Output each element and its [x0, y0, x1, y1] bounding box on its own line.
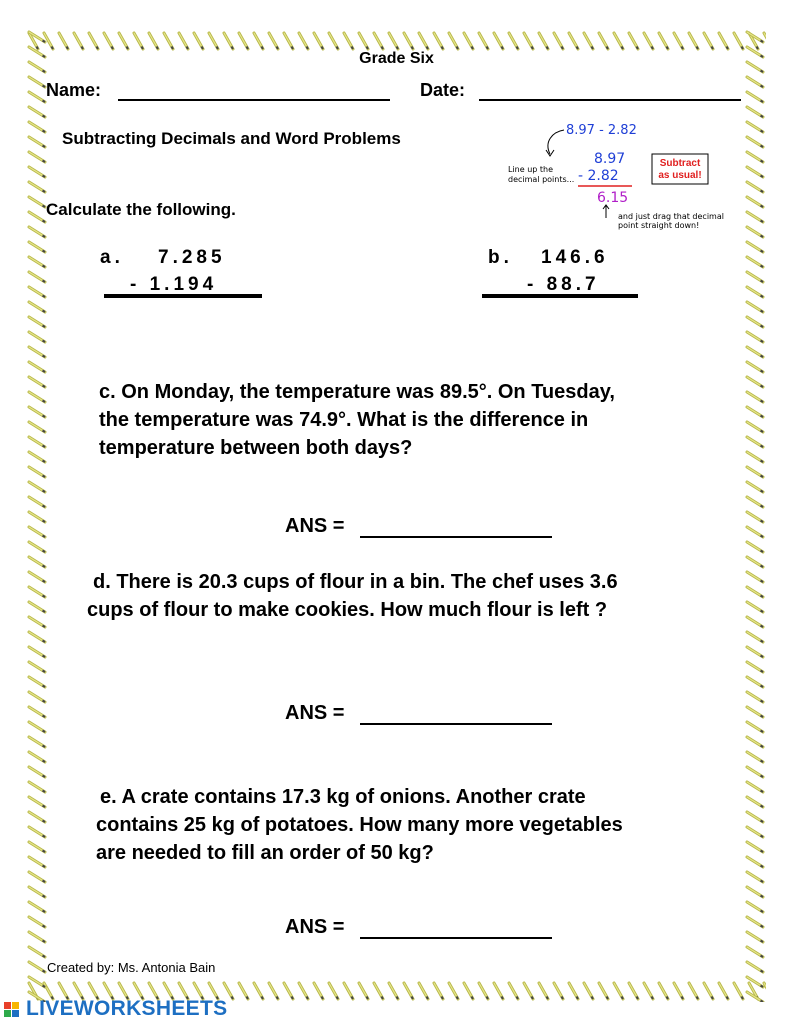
word-problem-d: [87, 568, 618, 624]
example-result: 6.15: [597, 190, 629, 206]
problem-c-line: c. On Monday, the temperature was 89.5°. On Tuesday,: [99, 381, 615, 403]
problem-c-line: temperature between both days?: [99, 437, 413, 459]
example-svg: [500, 118, 750, 238]
author-credit: Created by: Ms. Antonia Bain: [47, 960, 216, 975]
liveworksheets-wordmark: LIVEWORKSHEETS: [26, 997, 228, 1020]
instruction-text: Calculate the following.: [46, 200, 236, 219]
liveworksheets-logo[interactable]: [4, 997, 227, 1021]
note-left-2: decimal points...: [508, 175, 575, 184]
word-problem-c: [99, 378, 615, 462]
note-bottom-1: and just drag that decimal: [618, 212, 724, 221]
note-left-1: Line up the: [508, 165, 554, 174]
problem-e-line: e. A crate contains 17.3 kg of onions. Another crate: [100, 786, 586, 808]
name-field[interactable]: [118, 99, 390, 101]
problem-b-top: 146.6: [541, 247, 609, 268]
worksheet-subtitle: Subtracting Decimals and Word Problems: [62, 129, 401, 148]
word-problem-e: [96, 783, 623, 867]
answer-c-label: ANS =: [285, 515, 345, 537]
answer-e-label: ANS =: [285, 916, 345, 938]
note-box-2: as usual!: [658, 170, 702, 181]
pencil-border-top: [26, 30, 766, 52]
problem-c-line: the temperature was 74.9°. What is the difference in: [99, 409, 589, 431]
grade-title: Grade Six: [359, 50, 434, 67]
problem-a-top: 7.285: [158, 247, 226, 268]
example-bottom: - 2.82: [578, 168, 619, 184]
answer-d-field[interactable]: [360, 723, 552, 725]
problem-b-label: b.: [488, 247, 513, 268]
answer-d-label: ANS =: [285, 702, 345, 724]
problem-a-label: a.: [100, 247, 124, 268]
answer-e-field[interactable]: [360, 937, 552, 939]
date-label: Date:: [420, 80, 466, 100]
answer-c-field[interactable]: [360, 536, 552, 538]
example-top: 8.97: [594, 151, 626, 167]
problem-d-line: cups of flour to make cookies. How much flour is left ?: [87, 599, 608, 621]
date-field[interactable]: [479, 99, 741, 101]
note-bottom-2: point straight down!: [618, 221, 700, 230]
problem-e-line: are needed to fill an order of 50 kg?: [96, 842, 434, 864]
logo-blocks-icon: [4, 1000, 20, 1018]
problem-b-rule: [482, 294, 638, 298]
problem-b-bottom: - 88.7: [527, 274, 600, 295]
pencil-border-left: [26, 30, 48, 1002]
example-expression: 8.97 - 2.82: [566, 123, 637, 138]
problem-a-rule: [104, 294, 262, 298]
problem-d-line: d. There is 20.3 cups of flour in a bin. The chef uses 3.6: [93, 571, 618, 593]
problem-e-line: contains 25 kg of potatoes. How many more vegetables: [96, 814, 623, 836]
name-label: Name:: [46, 80, 102, 100]
note-box-1: Subtract: [659, 158, 701, 169]
arrow-curve: [548, 130, 564, 154]
problem-a-bottom: - 1.194: [130, 274, 218, 295]
example-illustration: [500, 118, 750, 238]
